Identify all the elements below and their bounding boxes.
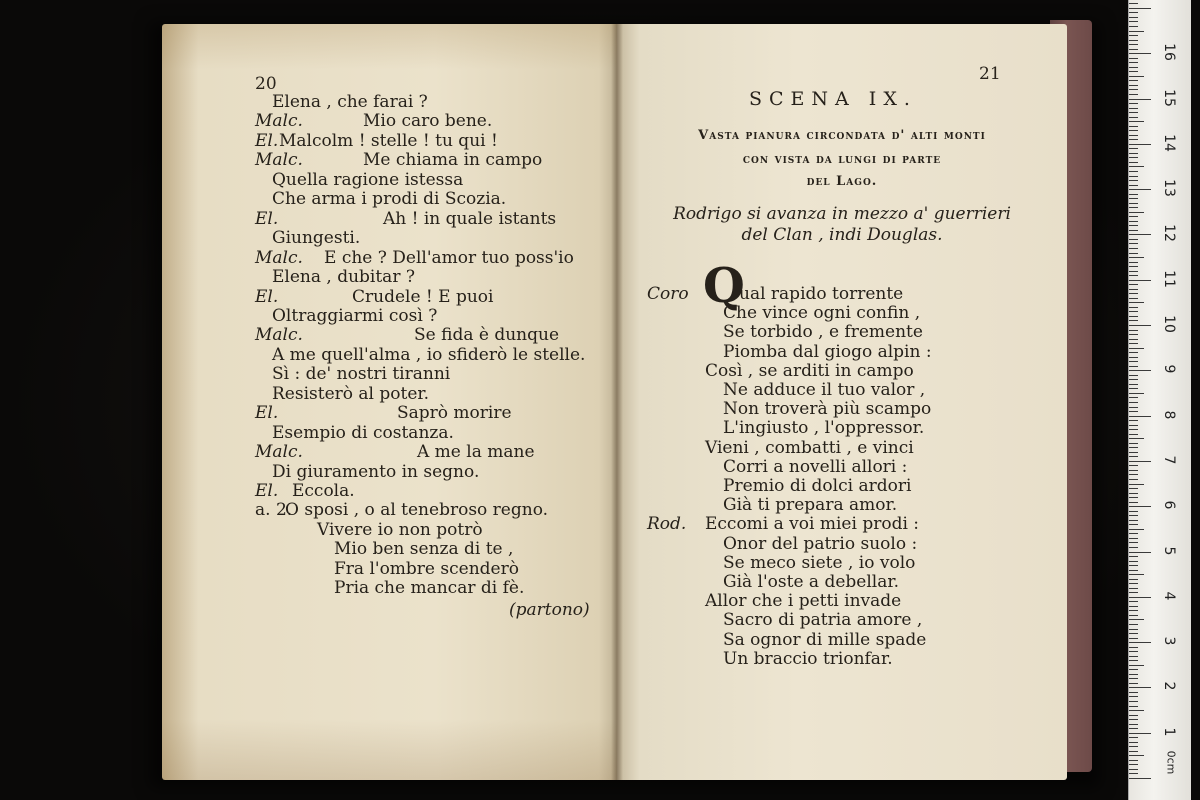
dialogue-line: Pria che mancar di fè. — [334, 578, 525, 599]
ruler-tick — [1129, 601, 1138, 602]
ruler-tick — [1129, 248, 1138, 249]
chorus-line: Se torbido , e fremente — [723, 322, 923, 343]
ruler-tick — [1129, 185, 1138, 186]
rod-line: Allor che i petti invade — [705, 591, 902, 612]
dialogue-line: Se fida è dunque — [414, 325, 560, 346]
ruler-tick — [1129, 515, 1138, 516]
ruler-tick — [1129, 171, 1138, 172]
ruler-tick — [1129, 212, 1144, 213]
ruler-tick — [1129, 3, 1138, 4]
ruler-tick — [1129, 660, 1138, 661]
ruler-tick — [1129, 325, 1151, 326]
ruler-tick — [1129, 80, 1138, 81]
chorus-line: Corri a novelli allori : — [723, 456, 908, 477]
dialogue-line: Sì : de' nostri tiranni — [272, 364, 451, 385]
speaker-label: El. — [255, 403, 279, 424]
ruler-tick — [1129, 53, 1151, 54]
dialogue-line: Giungesti. — [272, 228, 361, 249]
ruler-number: 15 — [1161, 88, 1177, 107]
ruler-tick — [1129, 271, 1138, 272]
ruler-tick — [1129, 130, 1138, 131]
measurement-ruler — [1128, 0, 1191, 800]
ruler-tick — [1129, 642, 1151, 643]
ruler-tick — [1129, 58, 1138, 59]
chorus-line: Che vince ogni confin , — [723, 303, 921, 324]
ruler-tick — [1129, 243, 1138, 244]
right-page — [617, 24, 1067, 780]
ruler-tick — [1129, 85, 1138, 86]
ruler-tick — [1129, 547, 1138, 548]
ruler-tick — [1129, 696, 1138, 697]
ruler-number: 6 — [1161, 500, 1177, 510]
dialogue-line: Me chiama in campo — [363, 150, 543, 171]
ruler-tick — [1129, 189, 1151, 190]
dialogue-line: Vivere io non potrò — [317, 519, 483, 540]
ruler-tick — [1129, 40, 1138, 41]
ruler-tick — [1129, 49, 1138, 50]
ruler-tick — [1129, 280, 1151, 281]
ruler-tick — [1129, 434, 1138, 435]
rod-line: Sa ognor di mille spade — [723, 629, 927, 650]
ruler-tick — [1129, 320, 1138, 321]
ruler-tick — [1129, 610, 1138, 611]
ruler-tick — [1129, 35, 1138, 36]
ruler-tick — [1129, 425, 1138, 426]
stage-direction-line-1: Rodrigo si avanza in mezzo a' guerrieri — [673, 204, 1011, 224]
ruler-number: 9 — [1161, 364, 1177, 374]
ruler-tick — [1129, 674, 1138, 675]
ruler-tick — [1129, 773, 1138, 774]
ruler-tick — [1129, 126, 1138, 127]
dialogue-line: Che arma i prodi di Scozia. — [272, 189, 507, 210]
ruler-tick — [1129, 751, 1138, 752]
dialogue-line: Quella ragione istessa — [272, 169, 464, 190]
ruler-tick — [1129, 556, 1138, 557]
ruler-tick — [1129, 379, 1138, 380]
ruler-number: 3 — [1161, 636, 1177, 646]
ruler-tick — [1129, 479, 1138, 480]
ruler-tick — [1129, 230, 1138, 231]
ruler-tick — [1129, 465, 1138, 466]
ruler-tick — [1129, 606, 1138, 607]
ruler-tick — [1129, 293, 1138, 294]
ruler-tick — [1129, 529, 1144, 530]
ruler-tick — [1129, 411, 1138, 412]
ruler-tick — [1129, 117, 1138, 118]
ruler-number: 8 — [1161, 410, 1177, 420]
ruler-tick — [1129, 438, 1144, 439]
ruler-tick — [1129, 683, 1138, 684]
ruler-tick — [1129, 397, 1138, 398]
ruler-tick — [1129, 728, 1138, 729]
rod-line: Già l'oste a debellar. — [723, 572, 900, 592]
ruler-tick — [1129, 456, 1138, 457]
ruler-tick — [1129, 579, 1138, 580]
ruler-tick — [1129, 488, 1138, 489]
chorus-line: Piomba dal giogo alpin : — [723, 341, 932, 362]
chorus-line: L'ingiusto , l'oppressor. — [723, 418, 925, 439]
speaker-label: Malc. — [255, 247, 303, 268]
rod-line: Eccomi a voi miei prodi : — [705, 514, 920, 535]
ruler-tick — [1129, 538, 1138, 539]
ruler-tick — [1129, 176, 1138, 177]
ruler-tick — [1129, 302, 1144, 303]
ruler-tick — [1129, 266, 1138, 267]
ruler-number: 13 — [1161, 179, 1177, 197]
ruler-tick — [1129, 352, 1138, 353]
ruler-tick — [1129, 561, 1138, 562]
drop-cap: Q — [703, 258, 745, 314]
ruler-tick — [1129, 506, 1151, 507]
dialogue-line: Elena , che farai ? — [272, 92, 428, 112]
ruler-tick — [1129, 402, 1138, 403]
dialogue-line: A me quell'alma , io sfiderò le stelle. — [272, 344, 586, 365]
dialogue-line: Oltraggiarmi così ? — [272, 305, 438, 326]
ruler-tick — [1129, 542, 1138, 543]
ruler-tick — [1129, 257, 1144, 258]
ruler-tick — [1129, 701, 1138, 702]
ruler-tick — [1129, 393, 1144, 394]
ruler-number: 11 — [1161, 269, 1177, 288]
dialogue-line: Mio caro bene. — [363, 111, 493, 132]
ruler-tick — [1129, 633, 1138, 634]
ruler-tick — [1129, 429, 1138, 430]
ruler-tick — [1129, 778, 1151, 779]
ruler-tick — [1129, 706, 1138, 707]
ruler-tick — [1129, 552, 1151, 553]
ruler-number: 12 — [1161, 224, 1177, 243]
ruler-tick — [1129, 307, 1138, 308]
ruler-tick — [1129, 375, 1138, 376]
ruler-tick — [1129, 470, 1138, 471]
dialogue-line: E che ? Dell'amor tuo poss'io — [324, 247, 574, 268]
ruler-number: 1 — [1161, 727, 1177, 737]
rod-line: Un braccio trionfar. — [723, 648, 893, 669]
ruler-tick — [1129, 669, 1138, 670]
ruler-tick — [1129, 570, 1138, 571]
ruler-tick — [1129, 225, 1138, 226]
dialogue-line: A me la mane — [417, 442, 535, 463]
ruler-tick — [1129, 67, 1138, 68]
ruler-tick — [1129, 26, 1138, 27]
ruler-tick — [1129, 524, 1138, 525]
left-page-number: 20 — [255, 74, 277, 94]
ruler-tick — [1129, 139, 1138, 140]
dialogue-line: Resisterò al poter. — [272, 383, 430, 404]
chorus-line: Così , se arditi in campo — [705, 360, 914, 381]
dialogue-line: Malcolm ! stelle ! tu qui ! — [279, 130, 498, 151]
ruler-tick — [1129, 592, 1138, 593]
chorus-line: Non troverà più scampo — [723, 399, 932, 420]
ruler-tick — [1129, 275, 1138, 276]
right-page-number: 21 — [979, 64, 1001, 84]
chorus-speaker: Coro — [647, 284, 689, 304]
ruler-tick — [1129, 719, 1138, 720]
ruler-tick — [1129, 153, 1138, 154]
ruler-tick — [1129, 407, 1138, 408]
ruler-tick — [1129, 361, 1138, 362]
ruler-unit-label: 0cm — [1164, 750, 1178, 775]
ruler-tick — [1129, 619, 1144, 620]
dialogue-line: O sposi , o al tenebroso regno. — [285, 500, 549, 521]
ruler-tick — [1129, 194, 1138, 195]
ruler-tick — [1129, 330, 1138, 331]
ruler-tick — [1129, 162, 1138, 163]
ruler-tick — [1129, 112, 1138, 113]
speaker-label: Malc. — [255, 325, 303, 346]
ruler-tick — [1129, 416, 1151, 417]
ruler-tick — [1129, 234, 1151, 235]
ruler-tick — [1129, 94, 1138, 95]
ruler-tick — [1129, 452, 1138, 453]
ruler-tick — [1129, 284, 1138, 285]
chorus-line: Ne adduce il tuo valor , — [723, 380, 926, 400]
ruler-tick — [1129, 687, 1151, 688]
ruler-tick — [1129, 17, 1138, 18]
speaker-label: El. — [255, 208, 279, 229]
ruler-tick — [1129, 647, 1138, 648]
ruler-tick — [1129, 253, 1138, 254]
ruler-tick — [1129, 474, 1138, 475]
ruler-tick — [1129, 388, 1138, 389]
ruler-tick — [1129, 656, 1138, 657]
ruler-tick — [1129, 148, 1138, 149]
ruler-tick — [1129, 103, 1138, 104]
ruler-tick — [1129, 180, 1138, 181]
ruler-tick — [1129, 420, 1138, 421]
ruler-tick — [1129, 755, 1144, 756]
ruler-tick — [1129, 21, 1138, 22]
ruler-tick — [1129, 565, 1138, 566]
ruler-tick — [1129, 221, 1138, 222]
setting-line-1: Vasta pianura circondata d' alti monti — [698, 128, 986, 143]
ruler-tick — [1129, 624, 1138, 625]
ruler-tick — [1129, 12, 1138, 13]
speaker-label: El. — [255, 286, 279, 307]
ruler-number: 4 — [1161, 591, 1177, 601]
ruler-tick — [1129, 769, 1138, 770]
speaker-label: El. — [255, 130, 279, 151]
dialogue-line: Di giuramento in segno. — [272, 461, 480, 482]
chorus-line: Già ti prepara amor. — [723, 495, 898, 516]
ruler-tick — [1129, 76, 1144, 77]
ruler-tick — [1129, 638, 1138, 639]
chorus-line: Premio di dolci ardori — [723, 476, 912, 496]
ruler-tick — [1129, 108, 1138, 109]
ruler-tick — [1129, 8, 1151, 9]
dialogue-line: Fra l'ombre scenderò — [334, 558, 519, 579]
ruler-number: 14 — [1161, 133, 1177, 152]
ruler-tick — [1129, 651, 1138, 652]
ruler-tick — [1129, 715, 1138, 716]
ruler-tick — [1129, 366, 1138, 367]
dialogue-line: Eccola. — [292, 481, 355, 501]
book-gutter — [611, 24, 623, 780]
dialogue-line: Esempio di costanza. — [272, 422, 454, 443]
ruler-tick — [1129, 348, 1144, 349]
ruler-tick — [1129, 520, 1138, 521]
ruler-number: 2 — [1161, 681, 1177, 691]
ruler-tick — [1129, 339, 1138, 340]
ruler-tick — [1129, 733, 1151, 734]
ruler-tick — [1129, 216, 1138, 217]
ruler-tick — [1129, 157, 1138, 158]
ruler-tick — [1129, 615, 1138, 616]
ruler-tick — [1129, 71, 1138, 72]
ruler-tick — [1129, 502, 1138, 503]
speaker-label: El. — [255, 481, 279, 501]
ruler-tick — [1129, 629, 1138, 630]
ruler-tick — [1129, 99, 1151, 100]
ruler-number: 7 — [1161, 455, 1177, 465]
speaker-label: Malc. — [255, 150, 303, 171]
ruler-number: 5 — [1161, 546, 1177, 555]
ruler-tick — [1129, 44, 1138, 45]
ruler-tick — [1129, 166, 1144, 167]
rod-line: Sacro di patria amore , — [723, 610, 923, 631]
ruler-tick — [1129, 443, 1138, 444]
ruler-tick — [1129, 62, 1138, 63]
scene-title: SCENA IX. — [749, 88, 917, 110]
ruler-tick — [1129, 31, 1144, 32]
ruler-tick — [1129, 665, 1144, 666]
ruler-tick — [1129, 289, 1138, 290]
stage-direction-line-2: del Clan , indi Douglas. — [741, 225, 943, 245]
ruler-tick — [1129, 692, 1138, 693]
ruler-tick — [1129, 588, 1138, 589]
ruler-tick — [1129, 710, 1144, 711]
setting-line-2: con vista da lungi di parte — [742, 152, 942, 167]
ruler-tick — [1129, 343, 1138, 344]
ruler-tick — [1129, 746, 1138, 747]
speaker-label: Malc. — [255, 111, 303, 132]
ruler-tick — [1129, 357, 1138, 358]
ruler-tick — [1129, 497, 1138, 498]
ruler-tick — [1129, 384, 1138, 385]
ruler-tick — [1129, 298, 1138, 299]
ruler-tick — [1129, 207, 1138, 208]
dialogue-line: Ah ! in quale istants — [383, 208, 557, 229]
ruler-tick — [1129, 724, 1138, 725]
ruler-tick — [1129, 203, 1138, 204]
exit-stage-direction: (partono) — [509, 599, 590, 620]
speaker-label: a. 2. — [255, 500, 293, 521]
ruler-tick — [1129, 737, 1138, 738]
left-page — [162, 24, 617, 780]
ruler-tick — [1129, 742, 1138, 743]
dialogue-line: Crudele ! E puoi — [352, 286, 494, 307]
ruler-tick — [1129, 135, 1138, 136]
ruler-tick — [1129, 121, 1144, 122]
ruler-tick — [1129, 89, 1138, 90]
dialogue-line: Saprò morire — [397, 403, 512, 424]
ruler-tick — [1129, 447, 1138, 448]
ruler-tick — [1129, 239, 1138, 240]
ruler-tick — [1129, 760, 1138, 761]
ruler-tick — [1129, 144, 1151, 145]
ruler-tick — [1129, 533, 1138, 534]
ruler-tick — [1129, 316, 1138, 317]
ruler-tick — [1129, 597, 1151, 598]
rod-line: Onor del patrio suolo : — [723, 533, 918, 554]
setting-line-3: del Lago. — [806, 174, 878, 189]
ruler-tick — [1129, 262, 1138, 263]
dialogue-line: Elena , dubitar ? — [272, 267, 415, 288]
rod-line: Se meco siete , io volo — [723, 552, 916, 573]
ruler-number: 16 — [1161, 43, 1177, 62]
ruler-tick — [1129, 764, 1138, 765]
rod-speaker: Rod. — [647, 514, 687, 535]
ruler-tick — [1129, 511, 1138, 512]
ruler-tick — [1129, 370, 1151, 371]
dialogue-line: Mio ben senza di te , — [334, 539, 514, 560]
chorus-line: Vieni , combatti , e vinci — [705, 437, 914, 458]
ruler-tick — [1129, 574, 1144, 575]
ruler-tick — [1129, 198, 1138, 199]
ruler-tick — [1129, 311, 1138, 312]
chorus-line: ual rapido torrente — [739, 284, 904, 304]
ruler-tick — [1129, 334, 1138, 335]
speaker-label: Malc. — [255, 442, 303, 463]
ruler-number: 10 — [1161, 315, 1177, 333]
ruler-tick — [1129, 493, 1138, 494]
ruler-tick — [1129, 583, 1138, 584]
ruler-tick — [1129, 678, 1138, 679]
ruler-tick — [1129, 484, 1144, 485]
ruler-tick — [1129, 461, 1151, 462]
